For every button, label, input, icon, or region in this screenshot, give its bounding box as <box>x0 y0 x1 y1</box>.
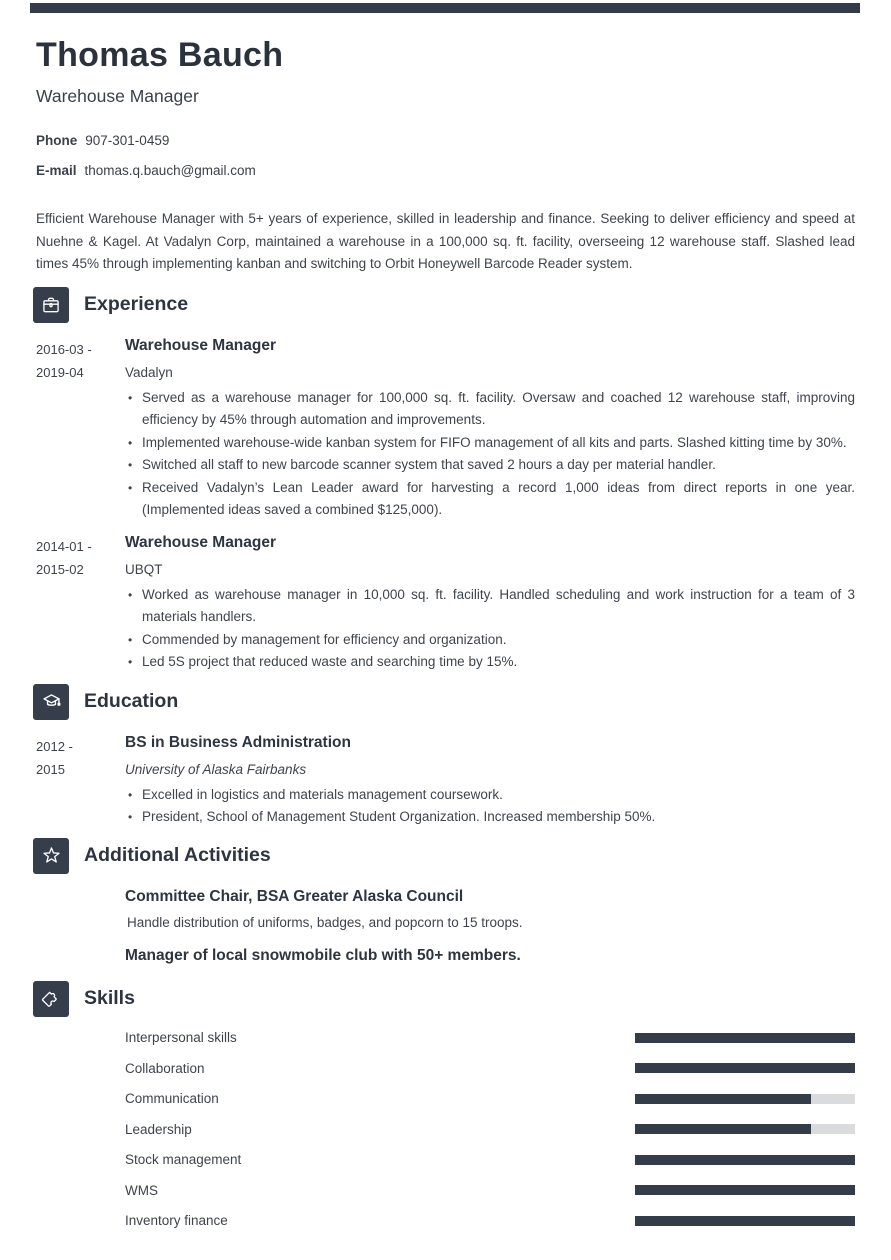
skill-name: Interpersonal skills <box>125 1030 237 1045</box>
activity-heading: Manager of local snowmobile club with 50+ members. <box>125 946 521 964</box>
skill-row <box>125 1150 855 1170</box>
phone-value: 907-301-0459 <box>85 133 170 148</box>
education-section-header <box>33 684 855 720</box>
job-company: UBQT <box>125 561 163 577</box>
skills-list <box>36 1028 855 1242</box>
person-job-title: Warehouse Manager <box>36 86 199 106</box>
education-bullets <box>125 784 855 829</box>
skill-name: Leadership <box>125 1121 192 1137</box>
contact-phone-row <box>36 132 855 150</box>
bullet-item: • Excelled in logistics and materials management coursework. <box>125 784 855 807</box>
skill-name: Collaboration <box>125 1060 205 1076</box>
skill-bar <box>635 1185 855 1195</box>
graduation-cap-icon <box>33 684 69 720</box>
email-value: thomas.q.bauch@gmail.com <box>84 163 256 178</box>
skill-row <box>125 1180 855 1200</box>
activities-block <box>36 874 855 966</box>
job-bullets <box>125 387 855 522</box>
contact-block <box>36 132 855 180</box>
activities-section-title: Additional Activities <box>84 844 271 866</box>
job-role: Warehouse Manager <box>125 336 277 354</box>
experience-entry <box>36 336 855 522</box>
education-section-title: Education <box>84 690 179 712</box>
education-entry <box>36 733 855 829</box>
puzzle-piece-icon <box>33 981 69 1017</box>
school-name: University of Alaska Fairbanks <box>125 761 307 777</box>
activity-heading: Committee Chair, BSA Greater Alaska Council <box>125 887 464 905</box>
email-label: E-mail <box>36 163 77 178</box>
date-range: 2014-01 - 2015-02 <box>36 538 92 577</box>
skill-row <box>125 1211 855 1231</box>
experience-section-title: Experience <box>84 293 189 315</box>
summary-paragraph: Efficient Warehouse Manager with 5+ years of experience, skilled in leadership and finance. Seeking to deliver efficiency and speed at Nuehne & Kagel. At Vadalyn Corp, maintained a warehouse in a 100,000 sq. ft. facility, overseeing 12 warehouse staff. Slashed lead times 45% through implementing kanban and switching to Orbit Honeywell Barcode Reader system. <box>36 211 855 271</box>
skill-row <box>125 1028 855 1048</box>
date-range: 2012 - 2015 <box>36 738 73 777</box>
skill-row <box>125 1119 855 1139</box>
job-company: Vadalyn <box>125 364 173 380</box>
bullet-item: • Switched all staff to new barcode scanner system that saved 2 hours a day per material handler. <box>125 454 855 477</box>
skill-bar <box>635 1033 855 1043</box>
job-bullets <box>125 584 855 674</box>
experience-section-header <box>33 287 855 323</box>
skill-row <box>125 1089 855 1109</box>
bullet-item: • Commended by management for efficiency and organization. <box>125 629 855 652</box>
phone-label: Phone <box>36 133 78 148</box>
skill-row <box>125 1058 855 1078</box>
date-range: 2016-03 - 2019-04 <box>36 341 92 380</box>
skill-bar <box>635 1155 855 1165</box>
skill-bar <box>635 1063 855 1073</box>
skill-bar <box>635 1094 855 1104</box>
bullet-item: • President, School of Management Student Organization. Increased membership 50%. <box>125 806 855 829</box>
skill-name: Communication <box>125 1091 219 1106</box>
skills-section-title: Skills <box>84 987 135 1009</box>
experience-entry <box>36 533 855 674</box>
accent-top-bar <box>30 3 860 13</box>
bullet-item: • Led 5S project that reduced waste and searching time by 15%. <box>125 651 855 674</box>
bullet-item: • Implemented warehouse-wide kanban system for FIFO management of all kits and parts. Slashed kitting time by 30%. <box>125 432 855 455</box>
bullet-item: • Received Vadalyn’s Lean Leader award for harvesting a record 1,000 ideas from direct reports in one year. (Implemented ideas saved a combined $125,000). <box>125 477 855 522</box>
briefcase-icon <box>33 287 69 323</box>
contact-email-row <box>36 162 855 180</box>
skill-bar <box>635 1124 855 1134</box>
star-icon <box>33 838 69 874</box>
skill-bar <box>635 1216 855 1226</box>
bullet-item: • Worked as warehouse manager in 10,000 sq. ft. facility. Handled scheduling and work instruction for a team of 3 materials handlers. <box>125 584 855 629</box>
job-role: Warehouse Manager <box>125 533 277 551</box>
degree-title: BS in Business Administration <box>125 733 351 751</box>
person-name: Thomas Bauch <box>36 36 284 74</box>
bullet-item: • Served as a warehouse manager for 100,000 sq. ft. facility. Oversaw and coached 12 warehouse staff, improving efficiency by 45% through automation and improvements. <box>125 387 855 432</box>
skill-name: Stock management <box>125 1152 242 1167</box>
skills-section-header <box>33 981 855 1017</box>
activities-section-header <box>33 838 855 874</box>
skill-name: Inventory finance <box>125 1213 228 1228</box>
activity-description: Handle distribution of uniforms, badges, and popcorn to 15 troops. <box>127 914 523 930</box>
skill-name: WMS <box>125 1182 158 1198</box>
